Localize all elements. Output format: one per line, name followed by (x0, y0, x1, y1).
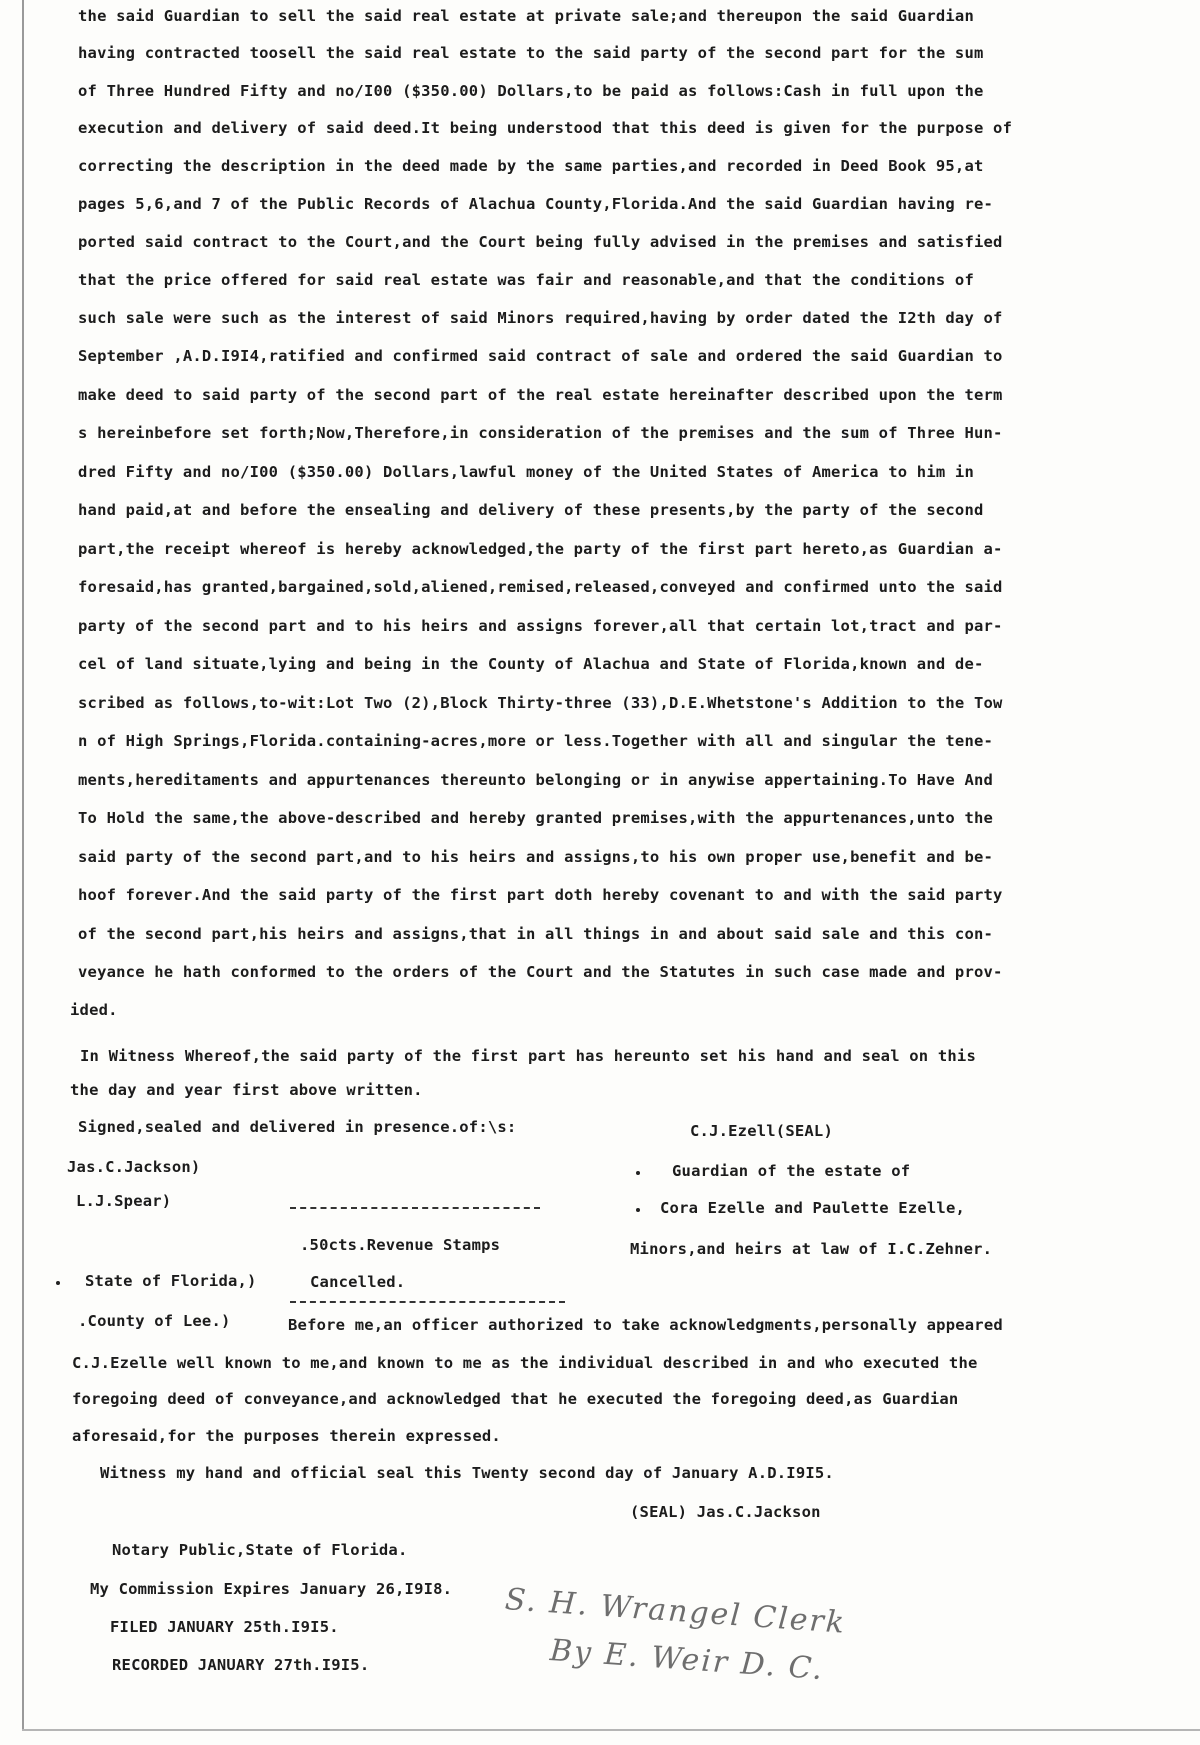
guardian-line: Minors,and heirs at law of I.C.Zehner. (630, 1240, 993, 1258)
body-line: foresaid,has granted,bargained,sold,aliened,remised,released,conveyed and confirmed unto the said (78, 578, 1003, 596)
acknowledgment-line: C.J.Ezelle well known to me,and known to me as the individual described in and who executed the (72, 1354, 978, 1372)
acknowledgment-line: foregoing deed of conveyance,and acknowledged that he executed the foregoing deed,as Guardian (72, 1390, 959, 1408)
body-line: s hereinbefore set forth;Now,Therefore,in consideration of the premises and the sum of Three Hun- (78, 424, 1003, 442)
guardian-line: Guardian of the estate of (672, 1162, 911, 1180)
body-line: dred Fifty and no/I00 ($350.00) Dollars,lawful money of the United States of America to him in (78, 463, 974, 481)
stamps-cancelled: Cancelled. (310, 1273, 406, 1291)
notary-title: Notary Public,State of Florida. (112, 1541, 408, 1559)
body-line: make deed to said party of the second part of the real estate hereinafter described upon the term (78, 386, 1003, 404)
body-line: of Three Hundred Fifty and no/I00 ($350.00) Dollars,to be paid as follows:Cash in full upon the (78, 82, 984, 100)
body-line: ided. (70, 1001, 118, 1019)
page-bottom-edge (22, 1729, 1200, 1731)
commission-expiry: My Commission Expires January 26,I9I8. (90, 1580, 453, 1598)
venue-state: State of Florida,) (85, 1272, 257, 1290)
bullet-mark (636, 1171, 640, 1175)
body-line: hoof forever.And the said party of the first part doth hereby covenant to and with the said party (78, 886, 1003, 904)
witness-clause-line: In Witness Whereof,the said party of the first part has hereunto set his hand and seal on this (80, 1047, 976, 1065)
witness-clause-line: the day and year first above written. (70, 1081, 423, 1099)
bullet-mark (56, 1281, 60, 1285)
body-line: September ,A.D.I9I4,ratified and confirmed said contract of sale and ordered the said Guardian to (78, 347, 1003, 365)
revenue-stamps: .50cts.Revenue Stamps (300, 1236, 501, 1254)
body-line: such sale were such as the interest of said Minors required,having by order dated the I2th day of (78, 309, 1003, 327)
body-line: n of High Springs,Florida.containing-acres,more or less.Together with all and singular the tene- (78, 732, 994, 750)
body-line: veyance he hath conformed to the orders of the Court and the Statutes in such case made and prov- (78, 963, 1003, 981)
filed-date: FILED JANUARY 25th.I9I5. (110, 1618, 339, 1636)
body-line: having contracted toosell the said real estate to the said party of the second part for the sum (78, 44, 984, 62)
stamp-rule (290, 1301, 565, 1303)
venue-county: .County of Lee.) (78, 1312, 231, 1330)
body-line: the said Guardian to sell the said real estate at private sale;and thereupon the said Guardian (78, 7, 974, 25)
witness-jackson: Jas.C.Jackson) (67, 1158, 201, 1176)
body-line: scribed as follows,to-wit:Lot Two (2),Block Thirty-three (33),D.E.Whetstone's Addition to the Tow (78, 694, 1003, 712)
grantor-signature: C.J.Ezell(SEAL) (690, 1122, 833, 1140)
signed-in-presence: Signed,sealed and delivered in presence.of:\s: (78, 1118, 517, 1136)
body-line: correcting the description in the deed made by the same parties,and recorded in Deed Book 95,at (78, 157, 984, 175)
bullet-mark (636, 1208, 640, 1212)
body-line: of the second part,his heirs and assigns,that in all things in and about said sale and this con- (78, 925, 994, 943)
witness-seal-line: Witness my hand and official seal this Twenty second day of January A.D.I9I5. (100, 1464, 834, 1482)
recorded-date: RECORDED JANUARY 27th.I9I5. (112, 1656, 370, 1674)
clerk-signature: S. H. Wrangel Clerk (503, 1582, 848, 1641)
page-left-edge (22, 0, 24, 1730)
body-line: part,the receipt whereof is hereby acknowledged,the party of the first part hereto,as Guardian a- (78, 540, 1003, 558)
body-line: pages 5,6,and 7 of the Public Records of Alachua County,Florida.And the said Guardian having re- (78, 195, 994, 213)
body-line: said party of the second part,and to his heirs and assigns,to his own proper use,benefit and be- (78, 848, 994, 866)
body-line: execution and delivery of said deed.It being understood that this deed is given for the purpose of (78, 119, 1013, 137)
body-line: hand paid,at and before the ensealing and delivery of these presents,by the party of the second (78, 501, 984, 519)
body-line: that the price offered for said real estate was fair and reasonable,and that the conditions of (78, 271, 974, 289)
acknowledgment-line: Before me,an officer authorized to take acknowledgments,personally appeared (288, 1316, 1003, 1334)
signature-rule (290, 1207, 540, 1209)
body-line: cel of land situate,lying and being in the County of Alachua and State of Florida,known and de- (78, 655, 984, 673)
deputy-clerk-signature: By E. Weir D. C. (548, 1633, 826, 1688)
acknowledgment-line: aforesaid,for the purposes therein expressed. (72, 1427, 501, 1445)
notary-signature: (SEAL) Jas.C.Jackson (630, 1503, 821, 1521)
guardian-line: Cora Ezelle and Paulette Ezelle, (660, 1199, 966, 1217)
body-line: ported said contract to the Court,and the Court being fully advised in the premises and satisfied (78, 233, 1003, 251)
body-line: party of the second part and to his heirs and assigns forever,all that certain lot,tract and par- (78, 617, 1003, 635)
body-line: ments,hereditaments and appurtenances thereunto belonging or in anywise appertaining.To Have And (78, 771, 994, 789)
body-line: To Hold the same,the above-described and hereby granted premises,with the appurtenances,unto the (78, 809, 994, 827)
witness-spear: L.J.Spear) (76, 1192, 172, 1210)
